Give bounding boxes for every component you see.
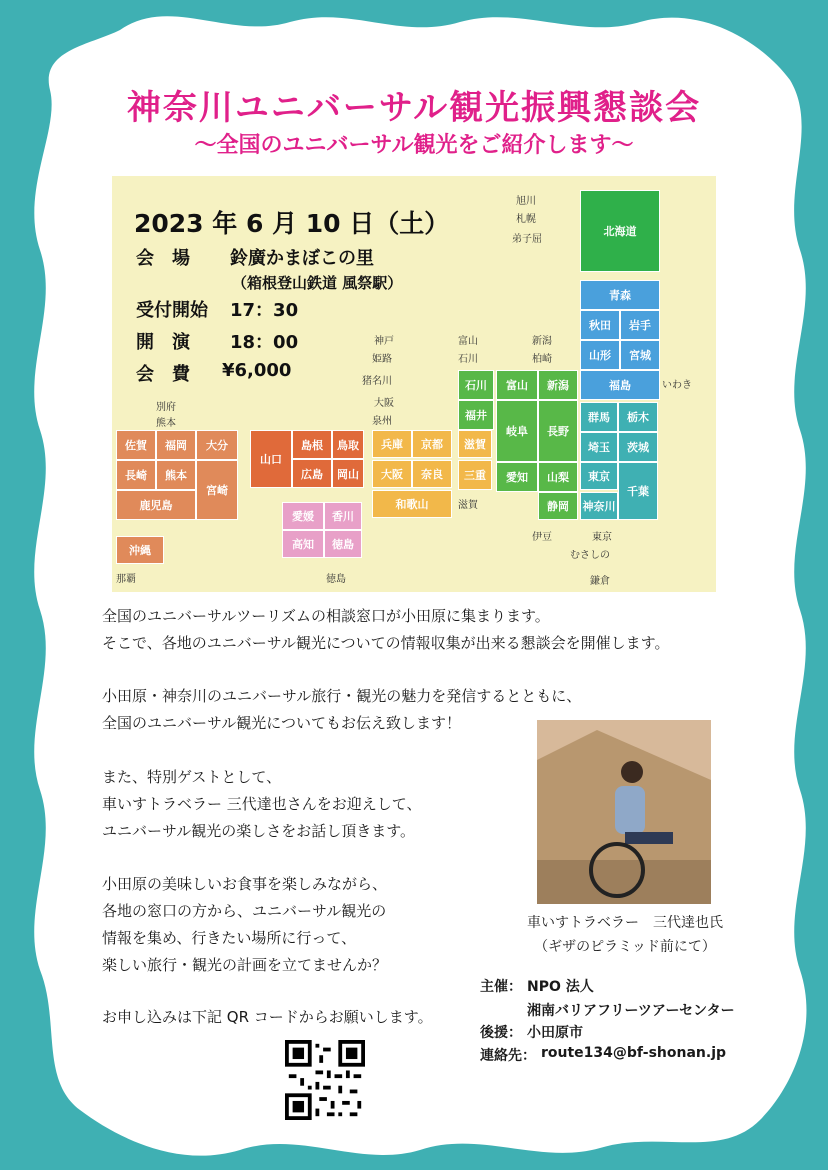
paragraph-line: 楽しい旅行・観光の計画を立てませんか？ [102,956,388,974]
host-name: NPO 法人 [527,979,594,995]
city-label: 旭川 [516,196,536,207]
host-label: 主催： [480,979,522,995]
prefecture-cell: 神奈川 [580,492,618,520]
prefecture-cell: 佐賀 [116,430,156,460]
prefecture-cell: 福井 [458,400,494,430]
prefecture-cell: 宮崎 [196,460,238,520]
prefecture-cell: 富山 [496,370,538,400]
prefecture-cell: 愛媛 [282,502,324,530]
venue-label: 会 場 [136,248,190,269]
city-label: 別府 [156,402,176,413]
prefecture-cell: 滋賀 [458,430,492,458]
city-label: 那覇 [116,574,136,585]
prefecture-cell: 秋田 [580,310,620,340]
prefecture-cell: 鹿児島 [116,490,196,520]
prefecture-cell: 愛知 [496,462,538,492]
prefecture-cell: 熊本 [156,460,196,490]
city-label: 新潟 [532,336,552,347]
paragraph-line: 車いすトラベラー 三代達也さんをお迎えして、 [102,795,422,813]
prefecture-cell: 新潟 [538,370,578,400]
prefecture-cell: 和歌山 [372,490,452,518]
city-label: 滋賀 [458,500,478,511]
prefecture-cell: 兵庫 [372,430,412,458]
host-name-2: 湘南バリアフリーツアーセンター [527,1003,735,1019]
japan-map [112,176,716,592]
prefecture-cell: 長野 [538,400,578,462]
prefecture-cell: 高知 [282,530,324,558]
support-label: 後援： [480,1025,522,1041]
paragraph-3 [102,764,421,845]
prefecture-cell: 東京 [580,462,618,490]
city-label: 熊本 [156,418,176,429]
prefecture-cell: 宮城 [620,340,660,370]
prefecture-cell: 大阪 [372,460,412,488]
start-label: 開 演 [136,332,190,353]
venue-access: （箱根登山鉄道 風祭駅） [232,274,403,292]
qr-pattern [285,1040,365,1120]
paragraph-line: 情報を集め、行きたい場所に行って、 [102,929,357,947]
prefecture-cell: 群馬 [580,402,618,432]
prefecture-cell: 福岡 [156,430,196,460]
prefecture-cell: 福島 [580,370,660,400]
paragraph-line: 各地の窓口の方から、ユニバーサル観光の [102,902,387,920]
prefecture-cell: 北海道 [580,190,660,272]
prefecture-cell: 鳥取 [332,430,364,459]
prefecture-cell: 岩手 [620,310,660,340]
prefecture-cell: 山口 [250,430,292,488]
prefecture-cell: 奈良 [412,460,452,488]
fee-value: ¥6,000 [222,360,292,381]
page-subtitle: 〜全国のユニバーサル観光をご紹介します〜 [194,133,634,158]
prefecture-cell: 香川 [324,502,362,530]
paragraph-line: 小田原の美味しいお食事を楽しみながら、 [102,875,388,893]
page-title: 神奈川ユニバーサル観光振興懇談会 [126,88,702,128]
city-label: 柏崎 [532,354,552,365]
paragraph-line: そこで、各地のユニバーサル観光についての情報収集が出来る懇談会を開催します。 [102,634,670,652]
photo-illustration [537,720,711,904]
guest-photo [537,720,711,904]
city-label: 弟子屈 [512,234,542,245]
prefecture-cell: 大分 [196,430,238,460]
reception-label: 受付開始 [136,300,208,321]
city-label: 東京 [592,532,612,543]
prefecture-cell: 長崎 [116,460,156,490]
prefecture-cell: 岡山 [332,459,364,488]
city-label: 鎌倉 [590,576,610,587]
venue-name: 鈴廣かまぼこの里 [230,248,374,269]
paragraph-4 [102,871,387,979]
prefecture-cell: 埼玉 [580,432,618,462]
qr-code[interactable] [285,1040,365,1120]
city-label: 泉州 [372,416,392,427]
prefecture-cell: 山形 [580,340,620,370]
contact-email[interactable]: route134@bf-shonan.jp [541,1045,727,1061]
city-label: 徳島 [326,574,346,585]
paragraph-line: 小田原・神奈川のユニバーサル旅行・観光の魅力を発信するとともに、 [102,687,582,705]
prefecture-cell: 静岡 [538,492,578,520]
city-label: 富山 [458,336,478,347]
paragraph-2 [102,683,581,737]
reception-time: 17：30 [230,300,299,321]
prefecture-cell: 三重 [458,460,492,490]
prefecture-cell: 島根 [292,430,332,459]
paragraph-1 [102,603,669,657]
city-label: いわき [662,380,692,391]
city-label: 大阪 [374,398,394,409]
prefecture-cell: 広島 [292,459,332,488]
prefecture-cell: 徳島 [324,530,362,558]
city-label: むさしの [570,550,610,561]
paragraph-line: ユニバーサル観光の楽しさをお話し頂きます。 [102,822,416,840]
prefecture-cell: 千葉 [618,462,658,520]
prefecture-cell: 山梨 [538,462,578,492]
city-label: 猪名川 [362,376,392,387]
paragraph-line: 全国のユニバーサル観光についてもお伝え致します！ [102,714,461,732]
prefecture-cell: 沖縄 [116,536,164,564]
city-label: 伊豆 [532,532,552,543]
prefecture-cell: 青森 [580,280,660,310]
paragraph-5: お申し込みは下記 QR コードからお願いします。 [102,1008,433,1026]
support-name: 小田原市 [527,1025,583,1041]
city-label: 神戸 [374,336,394,347]
city-label: 石川 [458,354,478,365]
prefecture-cell: 栃木 [618,402,658,432]
prefecture-cell: 京都 [412,430,452,458]
photo-caption-name: 車いすトラベラー 三代達也氏 [527,915,723,931]
fee-label: 会 費 [136,364,190,385]
prefecture-cell: 岐阜 [496,400,538,462]
prefecture-cell: 石川 [458,370,494,400]
paragraph-line: 全国のユニバーサルツーリズムの相談窓口が小田原に集まります。 [102,607,550,625]
photo-caption-place: （ギザのピラミッド前にて） [534,939,716,955]
start-time: 18：00 [230,332,299,353]
city-label: 姫路 [372,354,392,365]
city-label: 札幌 [516,214,536,225]
contact-label: 連絡先： [480,1048,536,1064]
paragraph-line: また、特別ゲストとして、 [102,768,282,786]
event-date: 2023 年 6 月 10 日（土） [134,209,450,238]
prefecture-cell: 茨城 [618,432,658,462]
